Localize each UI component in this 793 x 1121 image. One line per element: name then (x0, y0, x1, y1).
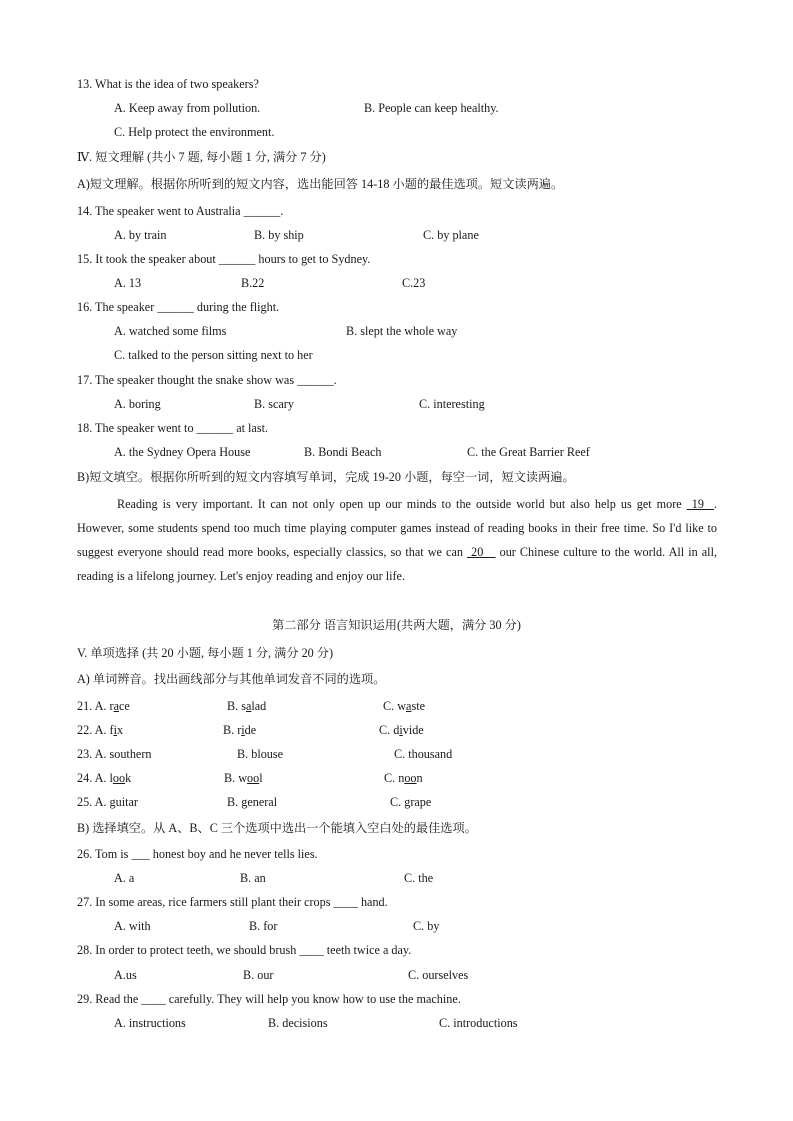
section-4-part-a-instructions: A)短文理解。根据你所听到的短文内容，选出能回答 14-18 小题的最佳选项。短文读两遍。 (77, 177, 564, 191)
question-21-option-a: 21. A. race (77, 699, 130, 713)
question-22-option-b: B. ride (223, 723, 257, 737)
blank-20: 20 (471, 545, 484, 559)
question-16-option-a: A. watched some films (114, 324, 227, 338)
question-16-option-c: C. talked to the person sitting next to her (114, 348, 313, 362)
question-25-option-b: B. general (227, 795, 278, 809)
question-27-option-a: A. with (114, 919, 151, 933)
part-b-instructions: B)短文填空。根据你所听到的短文内容填写单词，完成 19-20 小题，每空一词，短文读两遍。 (77, 470, 575, 484)
question-28-option-a: A.us (114, 968, 137, 982)
question-29-option-a: A. instructions (114, 1016, 186, 1030)
question-17-stem: 17. The speaker thought the snake show was ______. (77, 373, 337, 387)
question-23-option-c: C. thousand (394, 747, 453, 761)
question-14-stem: 14. The speaker went to Australia ______. (77, 204, 284, 218)
question-29-option-b: B. decisions (268, 1016, 328, 1030)
part-2-title: 第二部分 语言知识运用(共两大题，满分 30 分) (272, 618, 521, 632)
question-15-stem: 15. It took the speaker about ______ hours to get to Sydney. (77, 252, 371, 266)
question-28-option-c: C. ourselves (408, 968, 469, 982)
question-29-option-c: C. introductions (439, 1016, 518, 1030)
question-26-stem: 26. Tom is ___ honest boy and he never tells lies. (77, 847, 318, 861)
question-18-option-a: A. the Sydney Opera House (114, 445, 251, 459)
passage-text-2: . However, some students spend too much time playing computer games instead of reading books in their free time. So I'd like to suggest everyone should read more books, especially classics, so that we can (77, 497, 718, 559)
question-17-option-b: B. scary (254, 397, 294, 411)
question-22-option-c: C. divide (379, 723, 424, 737)
question-27-stem: 27. In some areas, rice farmers still plant their crops ____ hand. (77, 895, 388, 909)
question-15-option-c: C.23 (402, 276, 426, 290)
question-22-option-a: 22. A. fix (77, 723, 124, 737)
question-13-option-c: C. Help protect the environment. (114, 125, 275, 139)
section-5-part-b-instructions: B) 选择填空。从 A、B、C 三个选项中选出一个能填入空白处的最佳选项。 (77, 821, 477, 835)
question-14-option-a: A. by train (114, 228, 167, 242)
question-18-option-c: C. the Great Barrier Reef (467, 445, 590, 459)
question-26-option-c: C. the (404, 871, 434, 885)
question-13-option-b: B. People can keep healthy. (364, 101, 499, 115)
section-4-title: Ⅳ. 短文理解 (共小 7 题, 每小题 1 分, 满分 7 分) (77, 150, 326, 164)
passage-text-1: Reading is very important. It can not only open up our minds to the outside world but also help us get more (117, 497, 687, 511)
question-29-stem: 29. Read the ____ carefully. They will help you know how to use the machine. (77, 992, 461, 1006)
question-13-stem: 13. What is the idea of two speakers? (77, 77, 259, 91)
question-24-option-a: 24. A. look (77, 771, 132, 785)
question-21-option-b: B. salad (227, 699, 267, 713)
question-27-option-b: B. for (249, 919, 278, 933)
question-15-option-a: A. 13 (114, 276, 142, 290)
question-17-option-c: C. interesting (419, 397, 485, 411)
question-25-option-a: 25. A. guitar (77, 795, 138, 809)
question-25-option-c: C. grape (390, 795, 432, 809)
question-16-stem: 16. The speaker ______ during the flight. (77, 300, 280, 314)
blank-19: 19 (691, 497, 704, 511)
question-24-option-c: C. noon (384, 771, 423, 785)
question-16-option-b: B. slept the whole way (346, 324, 458, 338)
question-18-stem: 18. The speaker went to ______ at last. (77, 421, 269, 435)
question-24-option-b: B. wool (224, 771, 263, 785)
question-18-option-b: B. Bondi Beach (304, 445, 382, 459)
question-21-option-c: C. waste (383, 699, 425, 713)
question-26-option-b: B. an (240, 871, 266, 885)
section-5-title: V. 单项选择 (共 20 小题, 每小题 1 分, 满分 20 分) (77, 646, 334, 660)
passage-paragraph (77, 492, 717, 588)
question-17-option-a: A. boring (114, 397, 161, 411)
question-27-option-c: C. by (413, 919, 440, 933)
question-14-option-b: B. by ship (254, 228, 304, 242)
passage-text-3: our Chinese culture to the world. All in all, reading is a lifelong journey. Let's enjoy reading and enjoy our life. (77, 545, 718, 583)
question-15-option-b: B.22 (241, 276, 265, 290)
question-14-option-c: C. by plane (423, 228, 479, 242)
question-28-option-b: B. our (243, 968, 274, 982)
question-26-option-a: A. a (114, 871, 135, 885)
question-28-stem: 28. In order to protect teeth, we should brush ____ teeth twice a day. (77, 943, 412, 957)
section-5-part-a-instructions: A) 单词辨音。找出画线部分与其他单词发音不同的选项。 (77, 672, 386, 686)
question-23-option-b: B. blouse (237, 747, 284, 761)
question-23-option-a: 23. A. southern (77, 747, 152, 761)
question-13-option-a: A. Keep away from pollution. (114, 101, 261, 115)
